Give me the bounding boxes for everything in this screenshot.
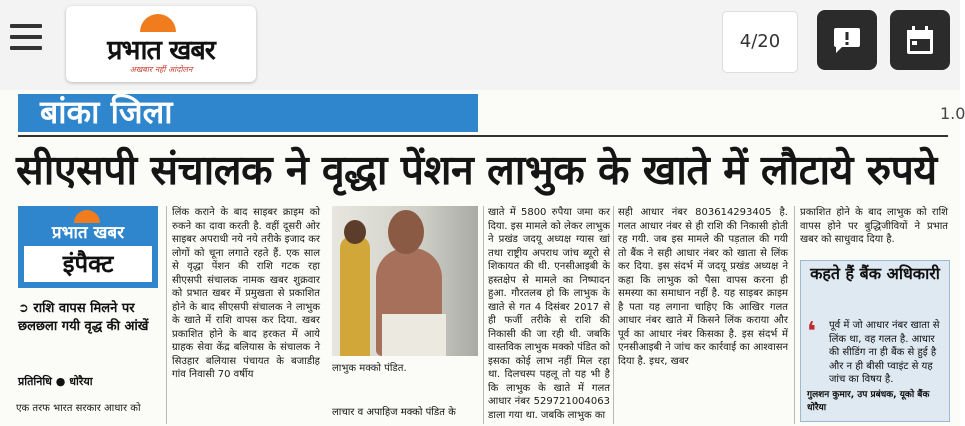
divider xyxy=(18,135,948,137)
logo-text: प्रभात खबर xyxy=(107,35,215,66)
officer-name: गुलशन कुमार, उप प्रबंधक, यूको बैंक धोरैया xyxy=(807,390,930,413)
article-column-2: लिंक कराने के बाद साइबर क्राइम को रुकने का दावा करती है. वहीं दूसरी ओर साइबर अपराधी नये नये तरीके इजाद कर लोगों को चूना लगाते रहते हैं. एक साल से वृद्धा पेंशन की राशि गटक रहा सीएसपी संचालक नामक खबर शुक्रवार को प्रभात खबर में प्रमुखता से प्रकाशित होने के बाद सीएसपी संचालक ने लाभुक के खाते में राशि वापस कर दिया. खबर प्रकाशित होने के बाद हरकत में आये ग्राहक सेवा केंद्र बलियास के संचालक ने सिउहार बलियास पंचायत के बजाडीह गांव निवासी 70 वर्षीय xyxy=(172,207,320,380)
article-column-1: एक तरफ भारत सरकार आधार को xyxy=(16,403,141,414)
column-divider xyxy=(166,206,167,424)
app-header xyxy=(0,0,960,90)
officer-box-title: कहते हैं बैंक अधिकारी xyxy=(810,264,940,283)
hamburger-menu-icon[interactable] xyxy=(10,24,42,54)
article-column-4: खाते में 5800 रुपैया जमा कर दिया. इस मामले को लेकर लाभुक ने प्रखंड जदयू अध्यक्ष ग्यास खां तथा राष्ट्रीय अपराध जांच ब्यूरो से शिकायत की थी. एनसीआइबी के हस्तक्षेप से मामले का निष्पादन हुआ. गौरतलब हो कि लाभुक के खाते से गत 4 दिसंबर 2017 से ही फर्जी तरीके से राशि की निकासी की जा रही थी. जबकि वास्तविक लाभुक मक्को पंडित को इसका कोई लाभ नहीं मिल रहा था. दिलचस्प पहलू तो यह भी है कि लाभुक के खाते में गलत आधार नंबर 529721004063 डाला गया था. जबकि लाभुक का xyxy=(488,207,610,421)
page-edge-text: 1.0 xyxy=(940,104,965,123)
feedback-button[interactable] xyxy=(817,10,877,70)
photo-caption: लाभुक मक्को पंडित. xyxy=(332,363,407,374)
impact-brand: प्रभात खबर xyxy=(51,223,125,243)
impact-bullet xyxy=(18,300,158,336)
officer-quote: पूर्व में जो आधार नंबर खाता से लिंक था, वह गलत है. आधार की सीडिंग ना ही बैंक से हुई है और न ही बीसी प्वाइंट से यह जांच का विषय है. xyxy=(829,320,940,385)
column-divider xyxy=(483,206,484,424)
impact-bullet-text: राशि वापस मिलने पर छलछला गयी वृद्ध की आंखें xyxy=(18,301,149,334)
feedback-alert-icon xyxy=(817,10,877,70)
page-indicator[interactable]: 4/20 xyxy=(722,11,798,73)
article-photo xyxy=(332,206,478,356)
impact-box xyxy=(18,206,158,288)
byline-author: प्रतिनिधि xyxy=(18,375,52,388)
column-divider xyxy=(794,206,795,424)
article-column-3: लाचार व अपाहिज मक्को पंडित के xyxy=(332,407,456,418)
bullet-icon: ➲ xyxy=(18,301,34,316)
section-banner xyxy=(18,94,478,132)
quote-icon: ❛ xyxy=(807,317,817,347)
prabhat-khabar-logo[interactable] xyxy=(66,6,256,82)
newspaper-page[interactable] xyxy=(0,90,965,426)
article-column-5: सही आधार नंबर 803614293405 है. गलत आधार नंबर से ही राशि की निकासी होती रह गयी. जब इस मामले की पड़ताल की गयी तो बैंक ने सही आधार नंबर को खाता से लिंक कर दिया. इस संदर्भ में जदयू प्रखंड अध्यक्ष ने कहा कि लाभुक को पैसा वापस करना ही समस्या का समाधान नहीं है. यह साइबर क्राइम है पता यह लगाना चाहिए कि आखिर गलत आधार नंबर खाते में किसने लिंक कराया और पूर्व का आधार नंबर किसका है. इस संदर्भ में एनसीआइबी ने जांच कर कार्रवाई का आश्वासन दिया है. इधर, खबर xyxy=(618,207,788,367)
article-headline: सीएसपी संचालक ने वृद्धा पेंशन लाभुक के खाते में लौटाये रुपये xyxy=(16,146,937,194)
location-pin-icon: ● xyxy=(55,375,70,388)
byline xyxy=(18,374,158,389)
logo-tagline: अखबार नहीं आंदोलन xyxy=(129,65,193,74)
column-divider xyxy=(613,206,614,424)
article-column-6: प्रकाशित होने के बाद लाभुक को राशि वापस होने पर बुद्धिजीवियों ने प्रभात खबर को साधुवाद दिया है. xyxy=(800,207,948,245)
section-title: बांका जिला xyxy=(40,93,173,131)
impact-label: इंपैक्ट xyxy=(24,246,152,282)
calendar-button[interactable] xyxy=(890,10,950,70)
byline-place: धोरैया xyxy=(69,375,93,388)
calendar-icon xyxy=(890,10,950,70)
bank-officer-box xyxy=(800,260,950,422)
